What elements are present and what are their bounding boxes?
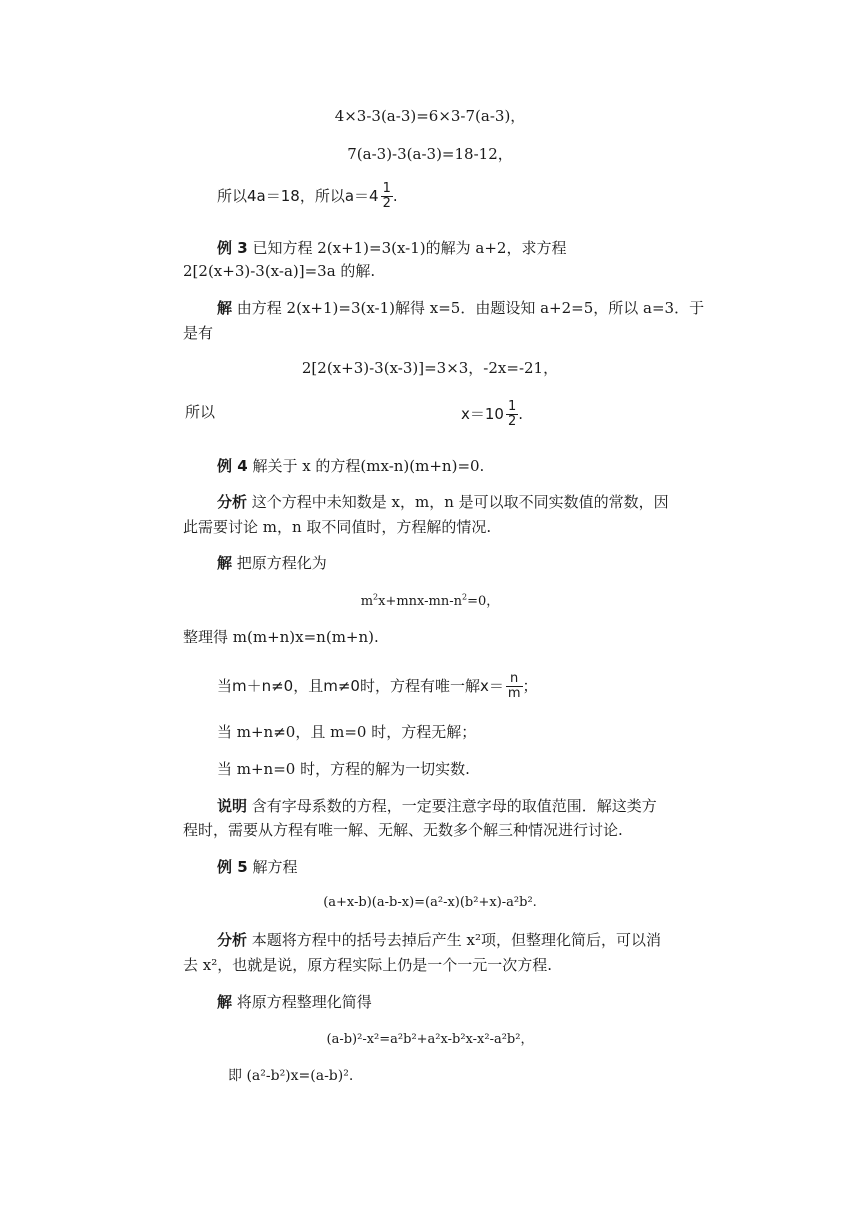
equation-line: 7(a-3)-3(a-3)=18-12， [347,145,513,163]
paragraph-line: 当 m+n=0 时，方程的解为一切实数. [217,760,470,778]
note: 说明 含有字母系数的方程，一定要注意字母的取值范围．解这类方 [217,797,657,815]
equation-line: 2[2(x+3)-3(x-3)]=3×3，-2x=-21， [301,359,559,377]
so-label: 所以 [185,403,216,421]
paragraph-line: 是有 [183,324,214,342]
analysis-5: 分析 本题将方程中的括号去掉后产生 x²项，但整理化简后，可以消 [217,931,662,949]
image-equation: 当m＋n≠0，且m≠0时，方程有唯一解x＝ $\frac{n}{m}$ ； [217,671,538,701]
paragraph-line: 去 x²，也就是说，原方程实际上仍是一个一元一次方程. [183,956,553,974]
paragraph-line: 此需要讨论 m，n 取不同值时，方程解的情况. [183,518,492,536]
equation-line: 即 (a²-b²)x=(a-b)². [228,1068,354,1084]
equation-line: (a-b)²-x²=a²b²+a²x-b²x-x²-a²b²， [326,1032,534,1047]
paragraph-line: 整理得 m(m+n)x=n(m+n). [183,628,379,646]
solution-5: 解 将原方程整理化简得 [217,993,372,1011]
solution-3: 解 由方程 2(x+1)=3(x-1)解得 x=5．由题设知 a+2=5，所以 a=3．于 [217,299,705,317]
paragraph-line: 2[2(x+3)-3(x-a)]=3a 的解. [183,262,376,280]
paragraph-line: 程时，需要从方程有唯一解、无解、无数多个解三种情况进行讨论. [183,821,623,839]
paragraph-line: 当 m+n≠0，且 m=0 时，方程无解； [217,723,477,741]
equation-line: 4×3-3(a-3)=6×3-7(a-3)， [334,107,526,125]
analysis-4: 分析 这个方程中未知数是 x，m，n 是可以取不同实数值的常数，因 [217,493,669,511]
equation-line: $m^2x+mnx-mn-n^2=0$， [360,592,500,609]
image-equation: 所以4a＝18，所以a＝4 $\frac{1}{2}$ . [217,181,398,211]
equation-line: (a+x-b)(a-b-x)=(a²-x)(b²+x)-a²b². [323,895,537,910]
example-4-heading: 例 4 解关于 x 的方程(mx-n)(m+n)=0. [217,457,485,475]
image-equation: x＝10 $\frac{1}{2}$ . [461,399,524,429]
solution-4: 解 把原方程化为 [217,554,327,572]
example-3-heading: 例 3 已知方程 2(x+1)=3(x-1)的解为 a+2，求方程 [217,239,567,257]
example-5-heading: 例 5 解方程 [217,858,298,876]
